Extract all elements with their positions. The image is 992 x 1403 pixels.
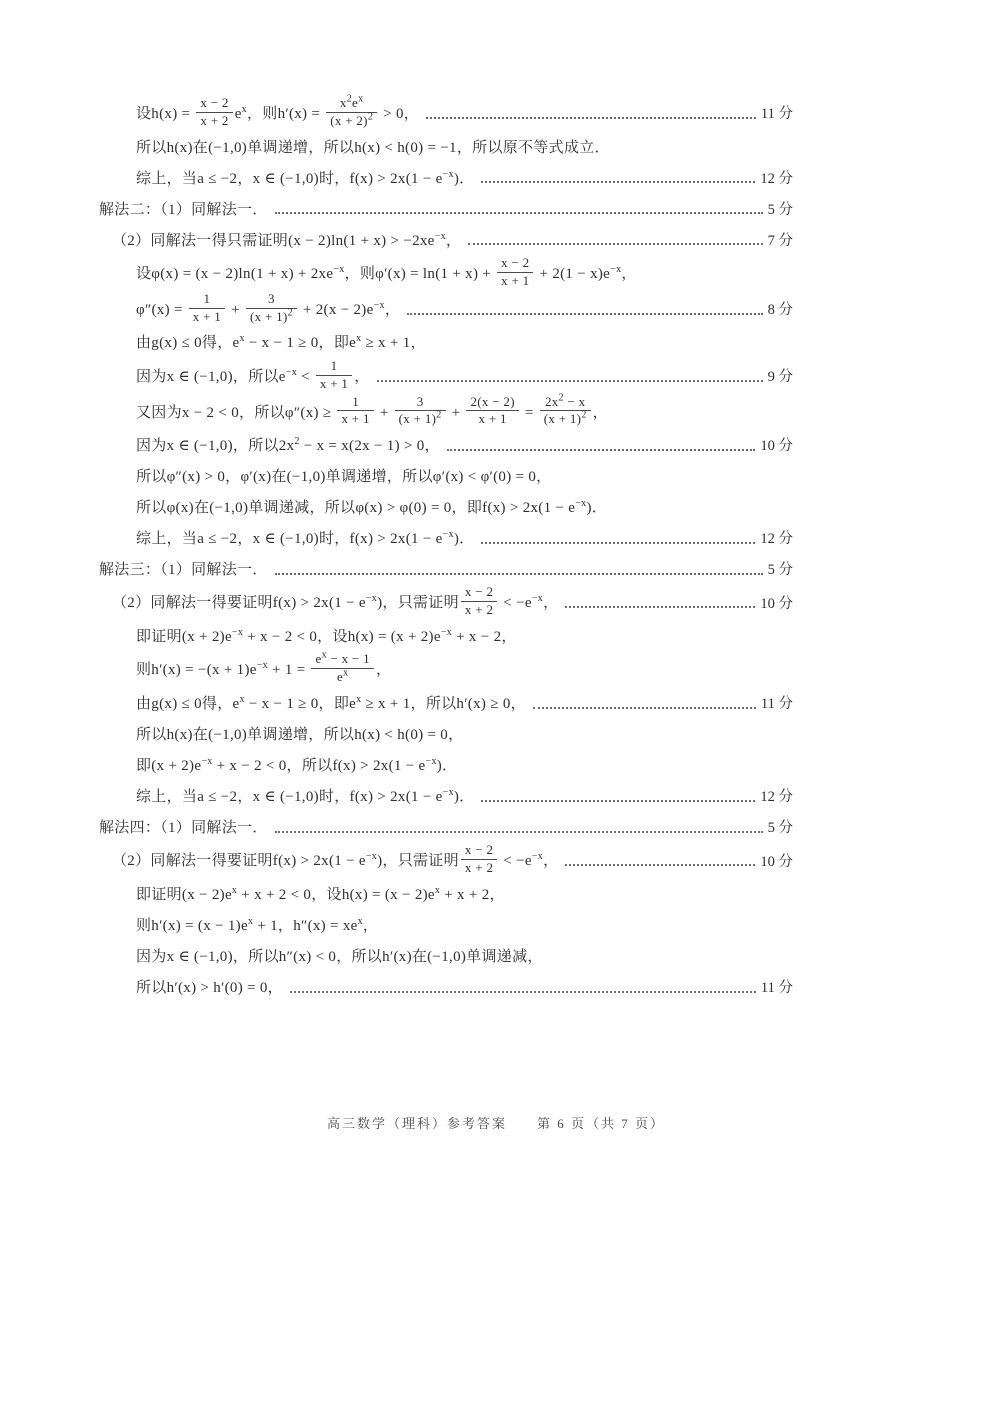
dotted-leader: [275, 572, 763, 575]
superscript: x: [321, 649, 327, 661]
fraction-numerator: 1: [337, 395, 373, 412]
answer-line: [136, 432, 793, 460]
line-content: 因为x ∈ (−1,0)，所以$e^{-x}$ < $\frac{1}{x + 1}$ ，: [136, 357, 370, 391]
score-label: 7 分: [767, 232, 793, 249]
superscript: x: [239, 333, 245, 345]
line-content: 综上，当a ≤ −2，x ∈ (−1,0)时，$f(x) > 2x(1 - e^{-x})$．: [136, 786, 475, 805]
line-content: 设$\varphi(x) = (x - 2)\ln(1 + x) + 2xe^{-x}$，则φ′(x) = ln(1 + x) + $\frac{x - 2}{x + 1}$ + $2(1 - x)e^{-x}$，: [136, 254, 637, 288]
superscript: x: [231, 884, 238, 896]
superscript: −x: [440, 626, 453, 638]
superscript: −x: [575, 498, 587, 509]
fraction-denominator: $(x + 1)^2$: [249, 307, 293, 324]
superscript: −x: [333, 263, 345, 275]
fraction-numerator: $e^x - x - 1$: [311, 652, 373, 669]
answer-line: [136, 254, 793, 291]
answer-line: [136, 330, 793, 358]
answer-line: [136, 134, 793, 162]
answer-line: [136, 165, 793, 193]
fraction-numerator: x − 2: [461, 585, 497, 602]
score-label: 10 分: [760, 438, 793, 455]
fraction: [196, 96, 232, 129]
line-content: 因为x ∈ (−1,0)，所以h″(x) < 0，所以h′(x)在(−1,0)单调递减，: [136, 948, 543, 965]
dotted-leader: [407, 312, 763, 315]
dotted-leader: [377, 379, 763, 382]
score-label: 5 分: [767, 201, 793, 218]
line-content: φ″(x) = $\frac{1}{x + 1}$ + $\frac{3}{(x + 1)^2}$ + $2(x - 2)e^{-x}$，: [136, 290, 401, 324]
fraction-denominator: x + 1: [319, 375, 349, 391]
dotted-leader: [481, 180, 755, 183]
line-content: 即证明$(x + 2)e^{-x} + x - 2 < 0$，设$h(x) = (x + 2)e^{-x} + x - 2$，: [136, 626, 517, 645]
dotted-leader: [290, 990, 756, 993]
superscript: −x: [256, 660, 268, 672]
answer-line: [136, 752, 793, 780]
answer-line: [99, 196, 793, 224]
line-content: 因为x ∈ (−1,0)，所以$2x^2 - x = x(2x - 1) > 0$，: [136, 436, 440, 454]
superscript: −x: [425, 755, 437, 767]
score-label: 5 分: [767, 820, 793, 837]
dotted-leader: [565, 605, 755, 608]
line-content: 又因为x − 2 < 0，所以φ″(x) ≥ $\frac{1}{x + 1}$ + $\frac{3}{(x + 1)^2}$ + $\frac{2(x - 2)}{x + 1}$ = $\frac{2x^2 - x}{(x + 1)^2}$ ，: [136, 392, 608, 427]
score-label: 10 分: [760, 853, 793, 870]
dotted-leader: [275, 830, 763, 833]
fraction: [311, 649, 373, 685]
dotted-leader: [447, 448, 756, 451]
line-content: 所以h(x)在(−1,0)单调递增，所以h(x) < h(0) = 0，: [136, 726, 464, 743]
score-label: 9 分: [767, 369, 793, 385]
answer-line: [136, 974, 793, 1002]
fraction: [246, 292, 297, 325]
answer-line: [136, 525, 793, 553]
superscript: 2: [367, 111, 374, 123]
score-label: 12 分: [760, 170, 793, 187]
superscript: x: [356, 693, 362, 705]
superscript: −x: [201, 755, 213, 767]
superscript: x: [356, 333, 362, 345]
dotted-leader: [565, 863, 755, 866]
score-label: 11 分: [760, 696, 793, 713]
fraction: [497, 256, 533, 289]
fraction-denominator: $e^x$: [337, 667, 349, 685]
answer-line: [136, 690, 793, 718]
fraction-numerator: x − 2: [497, 256, 533, 273]
fraction: [461, 843, 497, 876]
line-content: 解法二：（1）同解法一．: [99, 201, 268, 218]
score-label: 8 分: [767, 302, 793, 319]
line-content: 即$(x + 2)e^{-x} + x - 2 < 0$，所以$f(x) > 2x(1 - e^{-x})$．: [136, 755, 458, 774]
answer-line: [136, 463, 793, 491]
line-content: 设h(x) = $\frac{x - 2}{x + 2}$ $e^x$，则h′(x) = $\frac{x^2e^x}{(x + 2)^2}$ > 0，: [136, 93, 420, 128]
answer-line: [136, 623, 793, 651]
superscript: −x: [365, 851, 378, 862]
answer-line: [136, 943, 793, 971]
fraction-denominator: x + 2: [464, 602, 494, 618]
score-label: 10 分: [760, 595, 793, 612]
fraction-denominator: $(x + 2)^2$: [330, 111, 374, 128]
answer-line: [136, 93, 793, 131]
fraction: [326, 93, 377, 129]
document-lines: [99, 93, 793, 1005]
score-label: 12 分: [760, 531, 793, 548]
superscript: −x: [434, 230, 446, 242]
superscript: x: [239, 693, 245, 705]
answer-line: [136, 290, 793, 327]
superscript: 2: [581, 410, 587, 422]
fraction-denominator: x + 1: [192, 308, 222, 324]
superscript: −x: [531, 851, 544, 862]
fraction-denominator: x + 1: [478, 411, 507, 427]
fraction-numerator: 1: [316, 359, 352, 376]
superscript: −x: [285, 366, 298, 378]
dotted-leader: [481, 541, 755, 544]
score-label: 11 分: [760, 979, 793, 996]
superscript: −x: [373, 299, 385, 311]
answer-line: [136, 392, 793, 430]
page-footer: 高三数学（理科）参考答案 第 6 页（共 7 页）: [326, 1116, 665, 1131]
fraction: [337, 395, 373, 428]
fraction-denominator: x + 1: [341, 411, 370, 427]
superscript: x: [434, 884, 441, 896]
answer-line: [136, 357, 793, 394]
fraction: [316, 359, 352, 392]
superscript: x: [343, 667, 349, 679]
answer-line: [112, 842, 793, 878]
answer-line: [99, 814, 793, 842]
superscript: −x: [442, 529, 454, 540]
fraction-numerator: 3: [395, 395, 446, 412]
score-label: 12 分: [760, 789, 793, 806]
fraction: [461, 585, 497, 618]
fraction-denominator: x + 2: [464, 860, 494, 876]
line-content: 由g(x) ≤ 0得，$e^x - x - 1 \ge 0$，即$e^x \ge x + 1$，: [136, 333, 426, 352]
fraction-numerator: $2x^2 - x$: [540, 395, 591, 412]
answer-line: [136, 881, 793, 909]
dotted-leader: [468, 242, 762, 245]
fraction: [395, 395, 446, 428]
line-content: 由g(x) ≤ 0得，$e^x - x - 1 \ge 0$，即$e^x \ge x + 1$，所以h′(x) ≥ 0，: [136, 693, 526, 712]
line-content: 综上，当a ≤ −2，x ∈ (−1,0)时，$f(x) > 2x(1 - e^{-x})$．: [136, 168, 475, 187]
fraction: [189, 292, 225, 325]
superscript: −x: [442, 786, 454, 798]
line-content: 综上，当a ≤ −2，x ∈ (−1,0)时，$f(x) > 2x(1 - e^{-x})$．: [136, 529, 475, 547]
line-content: 所以φ(x)在(−1,0)单调递减，所以φ(x) > φ(0) = 0，即$f(x) > 2x(1 - e^{-x})$．: [136, 498, 608, 516]
superscript: −x: [365, 593, 378, 605]
fraction: [540, 392, 591, 428]
fraction-numerator: 2(x − 2): [466, 395, 518, 412]
superscript: 2: [287, 307, 293, 319]
line-content: 则$h'(x) = (x - 1)e^x + 1$，$h''(x) = xe^x$，: [136, 915, 379, 934]
line-content: 解法四：（1）同解法一．: [99, 819, 268, 836]
fraction-denominator: x + 2: [200, 112, 229, 128]
fraction-denominator: $(x + 1)^2$: [398, 410, 442, 427]
answer-line: [136, 783, 793, 811]
dotted-leader: [275, 211, 763, 214]
superscript: 2: [558, 392, 564, 404]
answer-line: [136, 721, 793, 749]
line-content: 解法三：（1）同解法一．: [99, 562, 268, 578]
dotted-leader: [481, 799, 755, 802]
fraction-numerator: 3: [246, 292, 297, 309]
superscript: −x: [610, 263, 622, 275]
line-content: 所以h(x)在(−1,0)单调递增，所以h(x) < h(0) = −1，所以原不等式成立．: [136, 139, 610, 156]
fraction-numerator: x − 2: [461, 843, 497, 860]
fraction-denominator: x + 1: [501, 272, 530, 288]
fraction-numerator: 1: [189, 292, 225, 309]
line-content: 则$h'(x) = -(x + 1)e^{-x} + 1$ = $\frac{e^x - x - 1}{e^x}$ ，: [136, 649, 392, 685]
line-content: （2）同解法一得要证明$f(x) > 2x(1 - e^{-x})$，只需证明 $\frac{x - 2}{x + 2}$ < $-e^{-x}$，: [112, 842, 559, 876]
line-content: （2）同解法一得要证明$f(x) > 2x(1 - e^{-x})$，只需证明 $\frac{x - 2}{x + 2}$ < $-e^{-x}$，: [112, 584, 559, 618]
superscript: x: [247, 915, 254, 927]
fraction-numerator: $x^2e^x$: [326, 96, 377, 113]
answer-line: [112, 584, 793, 620]
line-content: 所以φ″(x) > 0，φ′(x)在(−1,0)单调递增，所以φ′(x) < φ′(0) = 0，: [136, 469, 552, 485]
fraction: [466, 395, 518, 428]
superscript: x: [358, 93, 364, 105]
answer-line: [136, 649, 793, 687]
superscript: 2: [346, 93, 353, 105]
answer-line: [136, 912, 793, 940]
dotted-leader: [426, 116, 756, 119]
line-content: 即证明$(x - 2)e^x + x + 2 < 0$，设$h(x) = (x - 2)e^x + x + 2$，: [136, 884, 505, 903]
answer-line: [99, 556, 793, 584]
answer-line: [112, 227, 793, 255]
fraction-denominator: $(x + 1)^2$: [543, 410, 587, 427]
superscript: −x: [531, 593, 544, 605]
superscript: −x: [442, 168, 454, 180]
superscript: 2: [294, 436, 300, 447]
superscript: x: [357, 915, 363, 927]
line-content: 所以h′(x) > h′(0) = 0，: [136, 979, 283, 996]
score-label: 11 分: [760, 106, 793, 123]
superscript: x: [241, 103, 247, 115]
line-content: （2）同解法一得只需证明$(x - 2)\ln(1 + x) > -2xe^{-x}$，: [112, 230, 462, 249]
fraction-numerator: x − 2: [196, 96, 232, 113]
dotted-leader: [533, 706, 756, 709]
superscript: 2: [436, 410, 442, 422]
superscript: −x: [231, 626, 244, 638]
answer-line: [136, 494, 793, 522]
score-label: 5 分: [767, 562, 793, 579]
